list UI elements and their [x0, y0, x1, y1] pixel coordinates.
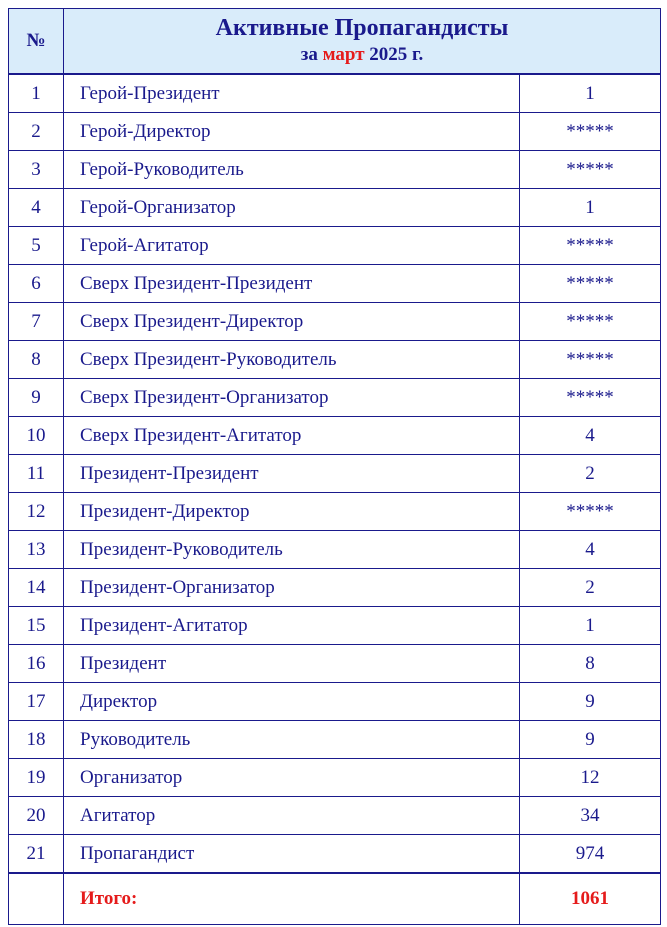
rank-name: Герой-Президент	[64, 74, 520, 113]
row-number: 6	[9, 265, 64, 303]
table-row	[9, 74, 661, 113]
table-row	[9, 683, 661, 721]
table-subtitle	[64, 42, 660, 68]
table-body	[9, 9, 661, 925]
table-row	[9, 227, 661, 265]
rank-name: Президент-Руководитель	[64, 531, 520, 569]
subtitle-prefix: за	[300, 44, 318, 65]
rank-name: Президент-Президент	[64, 455, 520, 493]
rank-count: 2	[520, 455, 661, 493]
rank-count: *****	[520, 303, 661, 341]
row-number: 13	[9, 531, 64, 569]
table-row	[9, 189, 661, 227]
rank-name: Сверх Президент-Директор	[64, 303, 520, 341]
table-header-row	[9, 9, 661, 75]
rank-name: Организатор	[64, 759, 520, 797]
total-number-cell	[9, 873, 64, 925]
rank-count: 8	[520, 645, 661, 683]
table-row	[9, 303, 661, 341]
row-number: 17	[9, 683, 64, 721]
propagandists-table	[8, 8, 661, 925]
row-number: 7	[9, 303, 64, 341]
row-number: 2	[9, 113, 64, 151]
rank-count: *****	[520, 493, 661, 531]
table-row	[9, 835, 661, 874]
rank-name: Президент-Организатор	[64, 569, 520, 607]
table-row	[9, 531, 661, 569]
rank-count: *****	[520, 341, 661, 379]
rank-count: 34	[520, 797, 661, 835]
rank-count: *****	[520, 227, 661, 265]
table-row	[9, 797, 661, 835]
row-number: 20	[9, 797, 64, 835]
rank-count: *****	[520, 379, 661, 417]
table-row	[9, 113, 661, 151]
rank-name: Герой-Агитатор	[64, 227, 520, 265]
row-number: 11	[9, 455, 64, 493]
rank-name: Герой-Руководитель	[64, 151, 520, 189]
row-number: 5	[9, 227, 64, 265]
table-row	[9, 417, 661, 455]
rank-count: 974	[520, 835, 661, 874]
rank-name: Герой-Организатор	[64, 189, 520, 227]
rank-count: 2	[520, 569, 661, 607]
table-row	[9, 379, 661, 417]
table-row	[9, 455, 661, 493]
rank-count: *****	[520, 151, 661, 189]
table-row	[9, 721, 661, 759]
rank-count: 1	[520, 189, 661, 227]
rank-name: Руководитель	[64, 721, 520, 759]
table-title-cell	[64, 9, 661, 75]
rank-count: 1	[520, 607, 661, 645]
subtitle-year: 2025 г.	[369, 44, 424, 65]
row-number: 3	[9, 151, 64, 189]
rank-count: *****	[520, 265, 661, 303]
total-row	[9, 873, 661, 925]
row-number: 14	[9, 569, 64, 607]
rank-name: Герой-Директор	[64, 113, 520, 151]
table-row	[9, 341, 661, 379]
row-number: 19	[9, 759, 64, 797]
rank-name: Сверх Президент-Руководитель	[64, 341, 520, 379]
rank-name: Сверх Президент-Президент	[64, 265, 520, 303]
table-title: Активные Пропагандисты	[215, 15, 509, 41]
row-number: 21	[9, 835, 64, 874]
rank-count: *****	[520, 113, 661, 151]
rank-count: 12	[520, 759, 661, 797]
rank-name: Президент-Агитатор	[64, 607, 520, 645]
row-number: 9	[9, 379, 64, 417]
table-row	[9, 151, 661, 189]
rank-name: Директор	[64, 683, 520, 721]
table-row	[9, 265, 661, 303]
rank-name: Агитатор	[64, 797, 520, 835]
total-value: 1061	[520, 873, 661, 925]
rank-count: 4	[520, 531, 661, 569]
subtitle-month: март	[322, 44, 365, 65]
rank-count: 9	[520, 683, 661, 721]
rank-count: 4	[520, 417, 661, 455]
row-number: 16	[9, 645, 64, 683]
row-number: 18	[9, 721, 64, 759]
rank-name: Сверх Президент-Агитатор	[64, 417, 520, 455]
row-number: 12	[9, 493, 64, 531]
table-row	[9, 607, 661, 645]
rank-name: Президент	[64, 645, 520, 683]
row-number: 10	[9, 417, 64, 455]
row-number: 1	[9, 74, 64, 113]
rank-count: 1	[520, 74, 661, 113]
table-row	[9, 493, 661, 531]
rank-name: Сверх Президент-Организатор	[64, 379, 520, 417]
table-row	[9, 569, 661, 607]
row-number: 15	[9, 607, 64, 645]
row-number: 8	[9, 341, 64, 379]
total-label: Итого:	[64, 873, 520, 925]
rank-count: 9	[520, 721, 661, 759]
row-number: 4	[9, 189, 64, 227]
rank-name: Пропагандист	[64, 835, 520, 874]
number-column-header: №	[9, 9, 64, 75]
rank-name: Президент-Директор	[64, 493, 520, 531]
table-row	[9, 759, 661, 797]
table-row	[9, 645, 661, 683]
